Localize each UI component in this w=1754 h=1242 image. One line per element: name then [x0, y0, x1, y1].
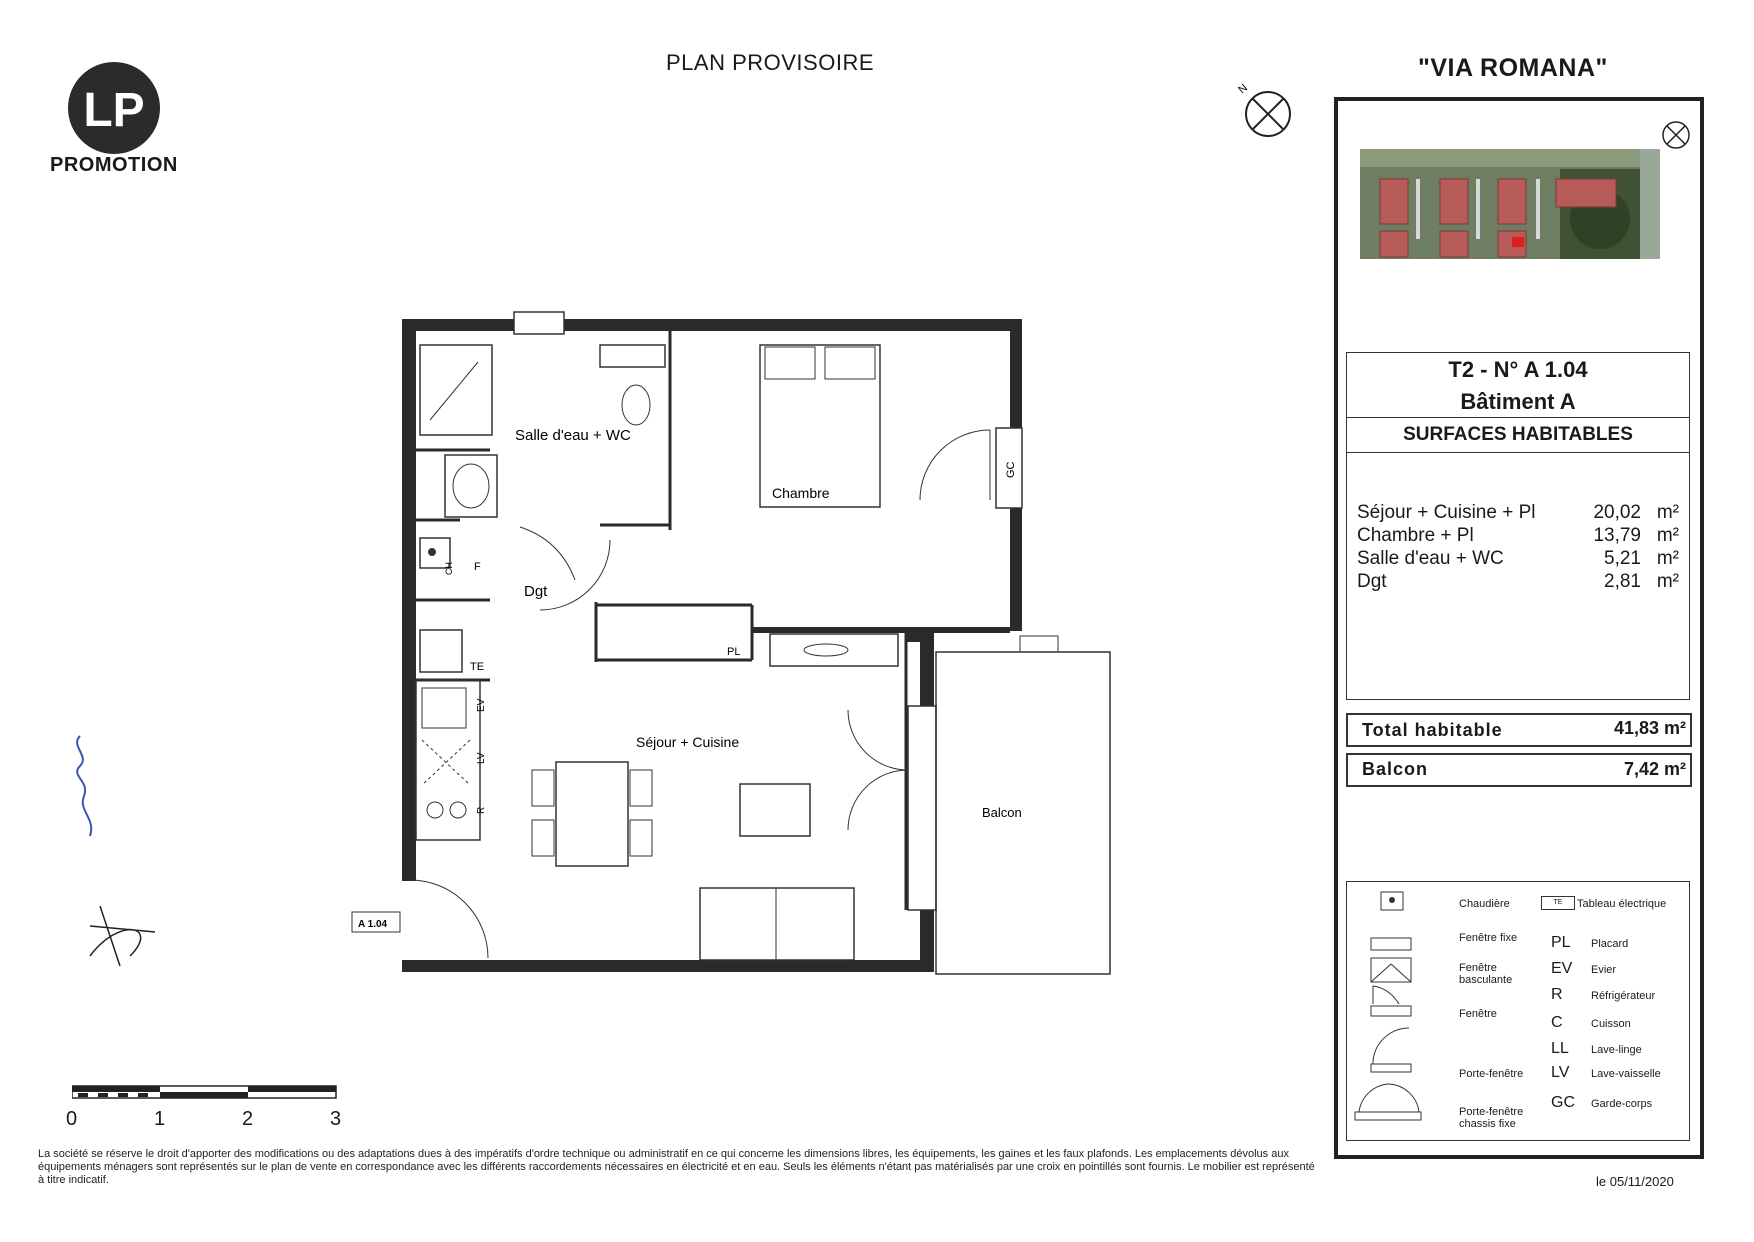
room-label-sejour: Séjour + Cuisine	[636, 734, 740, 750]
logo-monogram: LP	[83, 84, 145, 137]
legend-code-row: EV Evier	[1551, 960, 1617, 977]
legend-te-symbol: TE	[1541, 896, 1575, 910]
legend-chaudiere: Chaudière	[1459, 898, 1510, 910]
tag-ev: EV	[476, 698, 487, 712]
balcon-box	[1346, 753, 1692, 787]
page-title: PLAN PROVISOIRE	[666, 50, 875, 75]
section-box	[1346, 418, 1690, 453]
surface-row: Chambre + Pl 13,79 m²	[1357, 525, 1679, 546]
tag-fi: F	[474, 561, 481, 573]
legend-porte-fenetre-chassis: Porte-fenêtre chassis fixe	[1459, 1106, 1524, 1130]
lot-number: T2 - N° A 1.04	[1448, 357, 1588, 382]
compass-icon	[1236, 82, 1296, 147]
scale-tick: 0	[66, 1108, 78, 1130]
wall-west	[402, 319, 416, 881]
wall-north	[402, 319, 1022, 331]
site-map	[1360, 149, 1660, 259]
tag-gc: GC	[1005, 461, 1017, 478]
disclaimer: La société se réserve le droit d'apporter des modifications ou des adaptations dues à des impératifs d'ordre technique ou administratif en ce qui concerne les dimensions libres, les équipements, les gaines et les faux plafonds. Les emplacements dévolus aux équipements ménagers sont représentés sur le plan de vente en correspondance avec les différents raccordements nécessaires en électricité et en eau. Seuls les éléments n'étant pas matérialisés par une croix en pointillés sont fournis. Le mobilier est représenté à titre indicatif.	[38, 1148, 1315, 1186]
legend	[1346, 881, 1690, 1141]
legend-tableau: Tableau électrique	[1577, 898, 1667, 910]
wc	[600, 345, 665, 367]
kitchen-counter	[416, 680, 480, 840]
logo-name: PROMOTION	[50, 154, 178, 176]
info-panel	[1334, 97, 1704, 1159]
total-box	[1346, 713, 1692, 747]
legend-code-row: C Cuisson	[1551, 1014, 1631, 1031]
dining-table	[556, 762, 628, 866]
project-name: "VIA ROMANA"	[1418, 54, 1608, 82]
tag-te: TE	[470, 661, 485, 673]
signature-mark	[60, 726, 180, 986]
tag-ch: CH	[444, 562, 454, 575]
electrical-panel	[420, 630, 462, 672]
scale-bar	[66, 1084, 352, 1130]
tag-pl: PL	[727, 646, 741, 658]
legend-code-row: R Réfrigérateur	[1551, 986, 1656, 1003]
legend-symbols	[1351, 886, 1431, 1136]
room-label-balcon: Balcon	[982, 805, 1022, 820]
building-box	[1346, 387, 1690, 418]
legend-fenetre-fixe: Fenêtre fixe	[1459, 932, 1518, 944]
shower	[420, 345, 492, 435]
legend-codes	[1551, 934, 1687, 1120]
window-top	[514, 312, 564, 334]
date-label: le 05/11/2020	[1596, 1174, 1674, 1189]
balcony	[936, 652, 1110, 974]
surface-row: Dgt 2,81 m²	[1357, 571, 1679, 592]
surfaces-table	[1346, 453, 1690, 700]
bed	[760, 345, 880, 507]
window-sejour	[770, 634, 898, 666]
tag-lot: A 1.04	[358, 919, 388, 930]
site-map-compass-icon	[1656, 113, 1696, 158]
balcon-label: Balcon	[1362, 759, 1429, 779]
legend-porte-fenetre: Porte-fenêtre	[1459, 1068, 1524, 1080]
scale-tick: 1	[154, 1108, 166, 1130]
surface-row: Séjour + Cuisine + Pl 20,02 m²	[1357, 502, 1679, 523]
compass-north-label: N	[1236, 82, 1251, 97]
legend-code-row: PL Placard	[1551, 934, 1629, 951]
balcon-value: 7,42 m²	[1623, 759, 1686, 779]
room-label-sdb: Salle d'eau + WC	[515, 427, 631, 444]
legend-code-row: LL Lave-linge	[1551, 1040, 1642, 1057]
room-label-dgt: Dgt	[524, 583, 548, 600]
total-label: Total habitable	[1362, 720, 1503, 740]
coffee-table	[740, 784, 810, 836]
balcony-door	[908, 706, 936, 910]
sofa	[700, 888, 854, 960]
legend-fenetre: Fenêtre	[1459, 1008, 1497, 1020]
legend-code-row: LV Lave-vaisselle	[1551, 1064, 1661, 1081]
surface-row: Salle d'eau + WC 5,21 m²	[1357, 548, 1679, 569]
room-label-chambre: Chambre	[772, 485, 830, 501]
wall-south	[402, 960, 932, 972]
section-title: SURFACES HABITABLES	[1403, 424, 1633, 445]
scale-tick: 3	[330, 1108, 342, 1130]
building-name: Bâtiment A	[1460, 389, 1576, 414]
total-value: 41,83 m²	[1613, 718, 1686, 738]
scale-tick: 2	[242, 1108, 254, 1130]
legend-fenetre-basculante: Fenêtre basculante	[1459, 962, 1513, 986]
lot-box	[1346, 352, 1690, 388]
tag-r: R	[476, 806, 487, 814]
legend-code-row: GC Garde-corps	[1551, 1094, 1653, 1111]
tag-lv: LV	[476, 752, 487, 764]
